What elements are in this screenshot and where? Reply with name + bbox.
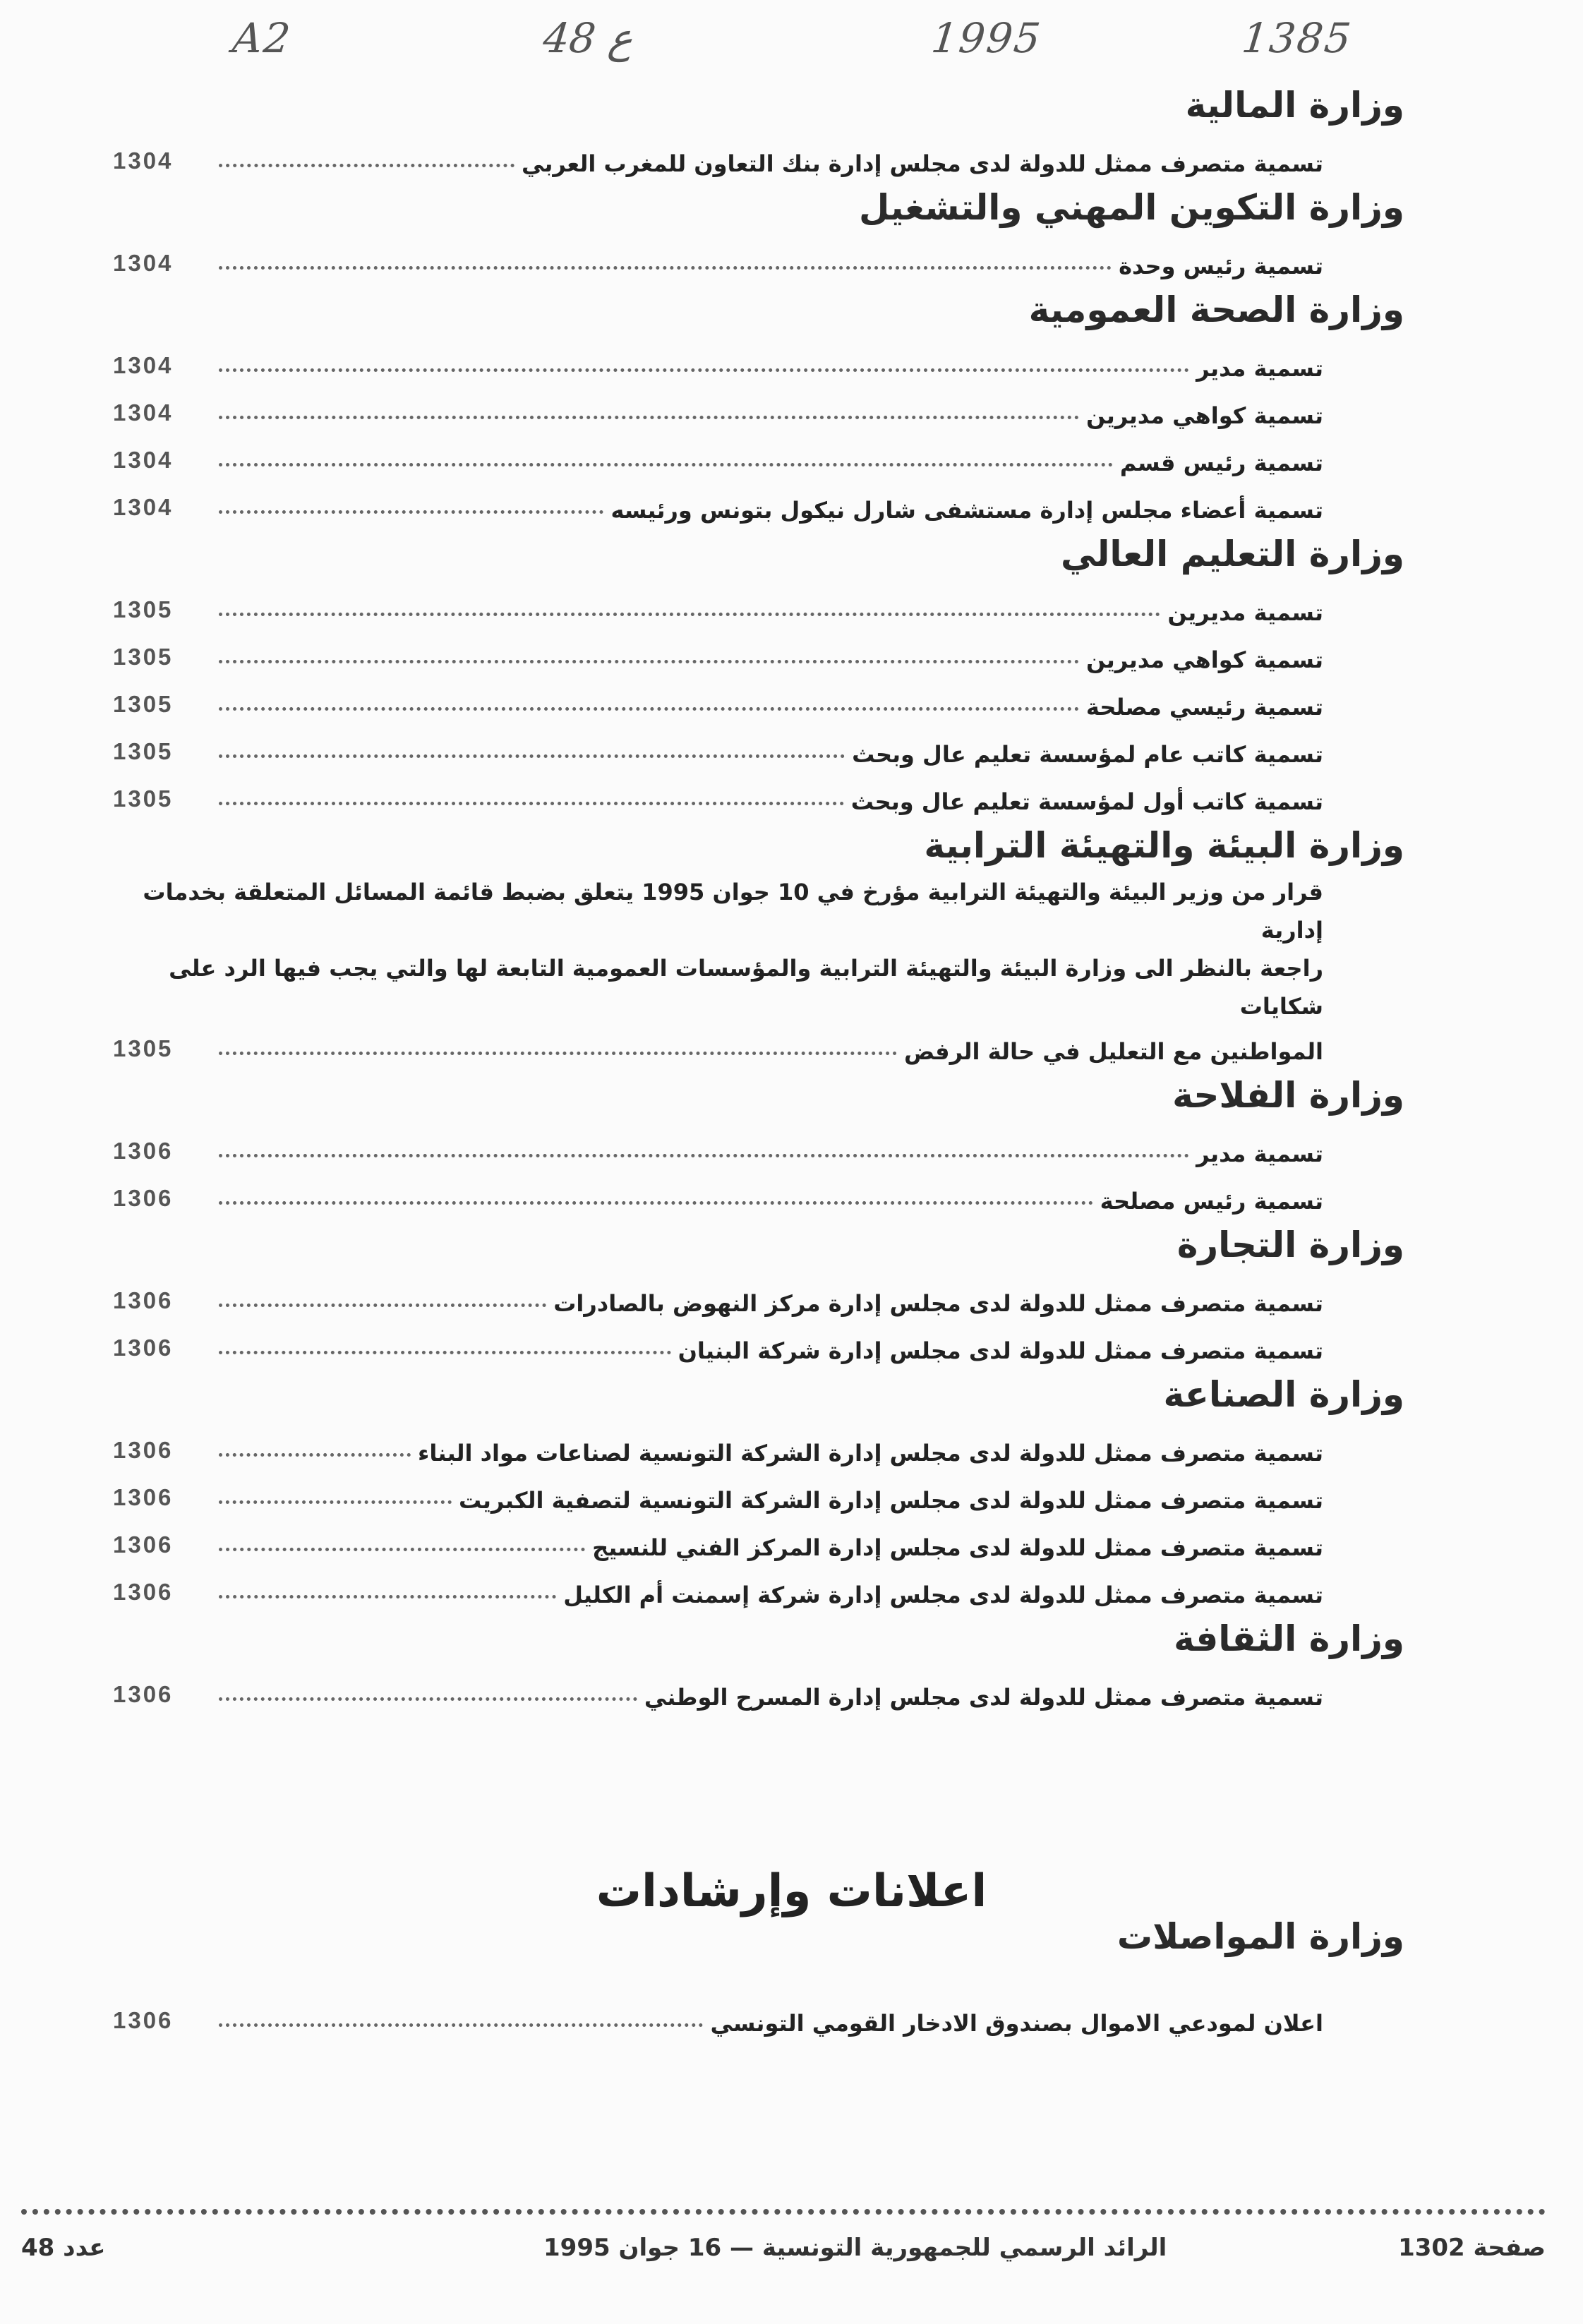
- entry-title: تسمية رئيس وحدة: [1119, 253, 1323, 279]
- entry-title: تسمية رئيس قسم: [1119, 450, 1323, 476]
- entry-title: تسمية كواهي مديرين: [1085, 402, 1323, 429]
- ministry-heading: وزارة الصحة العمومية: [1028, 289, 1404, 330]
- announcements-title: اعلانات وإرشادات: [596, 1865, 987, 1917]
- leader-dots: [219, 1595, 556, 1598]
- page-number: 1305: [113, 596, 174, 622]
- page-number: 1305: [113, 644, 174, 670]
- ministry-heading: وزارة الفلاحة: [1172, 1075, 1404, 1116]
- entry-title: تسمية متصرف ممثل للدولة لدى مجلس إدارة مركز النهوض بالصادرات: [553, 1290, 1323, 1317]
- leader-dots: [219, 613, 1160, 616]
- page-number: 1304: [113, 494, 174, 520]
- leader-dots: [219, 416, 1079, 419]
- entry-title: تسمية رئيس مصلحة: [1100, 1188, 1323, 1215]
- toc-entry[interactable]: [113, 1025, 1404, 1068]
- toc-entry[interactable]: [113, 1422, 1404, 1469]
- entry-title: تسمية متصرف ممثل للدولة لدى مجلس إدارة الشركة التونسية لصناعات مواد البناء: [418, 1440, 1323, 1467]
- page-number: 1306: [113, 1287, 174, 1313]
- toc-entry[interactable]: [113, 1123, 1404, 1170]
- handwritten-note: A2: [230, 14, 294, 62]
- leader-dots: [219, 1500, 452, 1504]
- ministry-heading: وزارة الصناعة: [1163, 1374, 1404, 1415]
- entry-title: تسمية متصرف ممثل للدولة لدى مجلس إدارة شركة إسمنت أم الكليل: [563, 1582, 1323, 1608]
- page-number: 1305: [113, 738, 174, 764]
- entry-title: تسمية متصرف ممثل للدولة لدى مجلس إدارة بنك التعاون للمغرب العربي: [521, 150, 1323, 177]
- page-number: 1306: [113, 2007, 174, 2033]
- page-number: 1306: [113, 1138, 174, 1164]
- entry-title: تسمية كاتب عام لمؤسسة تعليم عال وبحث: [852, 741, 1323, 768]
- entry-title: تسمية رئيسي مصلحة: [1085, 694, 1323, 721]
- page-number: 1305: [113, 1035, 174, 1061]
- entry-title: تسمية مدير: [1196, 355, 1323, 382]
- entry-title: تسمية متصرف ممثل للدولة لدى مجلس إدارة الشركة التونسية لتصفية الكبريت: [458, 1487, 1323, 1514]
- leader-dots: [219, 1304, 546, 1307]
- handwritten-note: 1995: [929, 14, 1045, 62]
- entry-title: اعلان لمودعي الاموال بصندوق الادخار القومي التونسي: [710, 2010, 1323, 2037]
- handwritten-note: 1385: [1239, 14, 1355, 62]
- toc-entry[interactable]: [113, 235, 1404, 282]
- entry-title: المواطنين مع التعليل في حالة الرفض: [903, 1038, 1323, 1065]
- leader-dots: [219, 266, 1112, 270]
- entry-title: تسمية متصرف ممثل للدولة لدى مجلس إدارة شركة البنيان: [678, 1337, 1323, 1364]
- page-number-footer: صفحة 1302: [1398, 2234, 1546, 2262]
- ministry-heading: وزارة التعليم العالي: [1061, 534, 1404, 574]
- table-of-contents: [113, 78, 1404, 1714]
- page-number: 1304: [113, 399, 174, 426]
- toc-entry[interactable]: [113, 629, 1404, 676]
- page-number: 1304: [113, 447, 174, 473]
- toc-entry[interactable]: [113, 771, 1404, 818]
- leader-dots: [219, 1453, 411, 1457]
- page-footer: [21, 2234, 1546, 2276]
- entry-title: تسمية متصرف ممثل للدولة لدى مجلس إدارة المسرح الوطني: [644, 1684, 1323, 1711]
- leader-dots: [219, 463, 1113, 466]
- page-number: 1305: [113, 785, 174, 812]
- leader-dots: [219, 660, 1079, 663]
- entry-title: تسمية مديرين: [1167, 599, 1323, 626]
- entry-title: تسمية كواهي مديرين: [1085, 646, 1323, 673]
- leader-dots: [219, 754, 845, 758]
- page-number: 1306: [113, 1335, 174, 1361]
- toc-entry[interactable]: [113, 1320, 1404, 1367]
- leader-dots: [219, 1697, 637, 1701]
- page-number: 1306: [113, 1484, 174, 1510]
- leader-dots: [219, 2023, 703, 2027]
- ministry-heading: وزارة المواصلات: [1116, 1916, 1404, 1957]
- entry-title: تسمية أعضاء مجلس إدارة مستشفى شارل نيكول بتونس ورئيسه: [610, 497, 1323, 524]
- entry-title: تسمية متصرف ممثل للدولة لدى مجلس إدارة المركز الفني للنسيج: [592, 1534, 1323, 1561]
- ministry-heading: وزارة الثقافة: [1174, 1618, 1404, 1659]
- ministry-heading: وزارة المالية: [1185, 85, 1404, 126]
- toc-entry[interactable]: [113, 1564, 1404, 1611]
- toc-entry[interactable]: [113, 133, 1404, 180]
- page-number: 1304: [113, 250, 174, 276]
- toc-entry[interactable]: [113, 1666, 1404, 1714]
- toc-entry[interactable]: [113, 676, 1404, 723]
- page-number: 1305: [113, 691, 174, 717]
- decree-paragraph-line: راجعة بالنظر الى وزارة البيئة والتهيئة الترابية والمؤسسات العمومية التابعة لها والتي يجب فيها الرد على شكايات: [169, 955, 1323, 1020]
- page-number: 1304: [113, 147, 174, 174]
- entry-title: تسمية كاتب أول لمؤسسة تعليم عال وبحث: [850, 788, 1323, 815]
- toc-entry[interactable]: [113, 1272, 1404, 1320]
- leader-dots: [219, 1154, 1189, 1157]
- toc-entry[interactable]: [113, 1517, 1404, 1564]
- page-number: 1306: [113, 1579, 174, 1605]
- footer-divider: [21, 2209, 1546, 2215]
- toc-entry[interactable]: [113, 337, 1404, 385]
- announcements-list: [113, 1909, 1404, 2040]
- decree-paragraph-line: قرار من وزير البيئة والتهيئة الترابية مؤرخ في 10 جوان 1995 يتعلق بضبط قائمة المسائل المتعلقة بخدمات إدارية: [143, 879, 1323, 944]
- toc-entry[interactable]: [113, 1170, 1404, 1217]
- toc-entry[interactable]: [113, 723, 1404, 771]
- leader-dots: [219, 368, 1189, 372]
- leader-dots: [219, 1201, 1093, 1205]
- page-number: 1306: [113, 1531, 174, 1558]
- leader-dots: [219, 164, 514, 167]
- ministry-heading: وزارة التجارة: [1176, 1224, 1404, 1265]
- toc-entry[interactable]: [113, 1469, 1404, 1517]
- page-number: 1304: [113, 352, 174, 378]
- page-number: 1306: [113, 1681, 174, 1707]
- toc-entry[interactable]: [113, 479, 1404, 526]
- toc-entry[interactable]: [113, 432, 1404, 479]
- leader-dots: [219, 510, 603, 514]
- leader-dots: [219, 1351, 671, 1354]
- toc-entry[interactable]: [113, 1992, 1404, 2040]
- handwritten-note: 48 ع: [541, 14, 636, 62]
- entry-title: تسمية مدير: [1196, 1140, 1323, 1167]
- issue-number: عدد 48: [21, 2234, 106, 2262]
- ministry-heading: وزارة البيئة والتهيئة الترابية: [924, 825, 1404, 866]
- toc-entry[interactable]: [113, 582, 1404, 629]
- leader-dots: [219, 707, 1079, 711]
- leader-dots: [219, 1548, 585, 1551]
- leader-dots: [219, 802, 844, 805]
- page-number: 1306: [113, 1437, 174, 1463]
- publication-title: الرائد الرسمي للجمهورية التونسية — 16 جوان 1995: [543, 2234, 1167, 2262]
- page-number: 1306: [113, 1185, 174, 1211]
- ministry-heading: وزارة التكوين المهني والتشغيل: [858, 187, 1404, 228]
- toc-entry[interactable]: [113, 385, 1404, 432]
- leader-dots: [219, 1052, 897, 1055]
